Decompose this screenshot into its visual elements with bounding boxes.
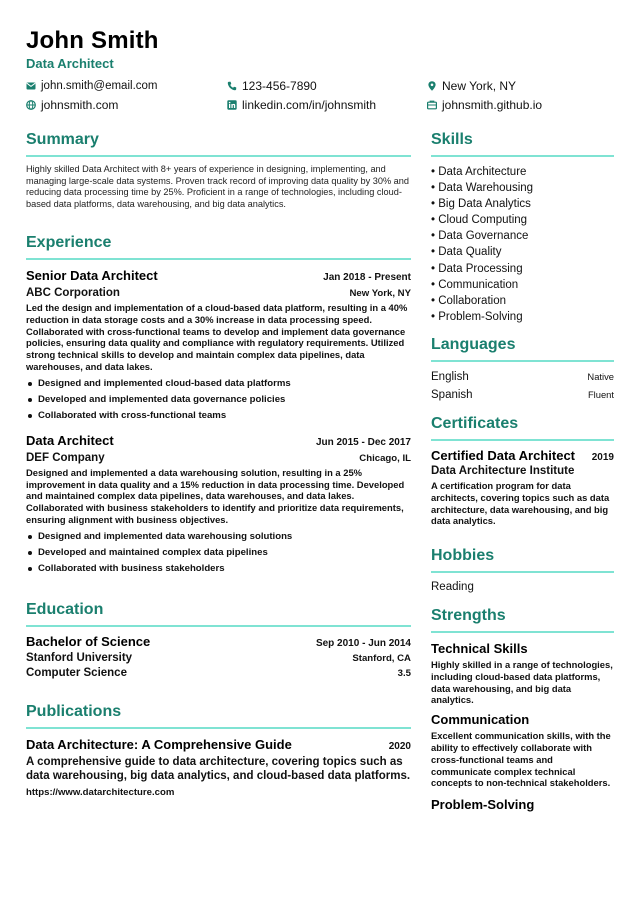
- skills-section: [431, 131, 614, 325]
- certificate-description: A certification program for data architects, covering topics such as data architecture, data warehousing, and big data analytics.: [431, 480, 610, 527]
- languages-section: [431, 336, 614, 404]
- certificate-year: 2019: [591, 452, 614, 463]
- strengths-heading: Strengths: [431, 607, 506, 624]
- contact-linkedin-text: linkedin.com/in/johnsmith: [242, 98, 377, 112]
- job-company: ABC Corporation: [26, 287, 120, 299]
- school-location: Stanford, CA: [352, 653, 411, 664]
- gpa: 3.5: [397, 668, 411, 679]
- certificate-institute: Data Architecture Institute: [431, 465, 575, 477]
- job-entry: [26, 268, 411, 424]
- strength-text: Highly skilled in a range of technologies, including cloud-based data platforms, data warehousing, and big data analytics.: [431, 659, 613, 706]
- publication-title: Data Architecture: A Comprehensive Guide: [26, 737, 292, 752]
- field-of-study: Computer Science: [26, 667, 127, 679]
- contact-phone[interactable]: [227, 79, 317, 93]
- candidate-role: Data Architect: [26, 56, 114, 71]
- summary-text: Highly skilled Data Architect with 8+ years of experience in designing, implementing, and managing large-scale data systems. Proven track record of improving data quality by 30% and reducing data processing time by 25%. Proficient in a range of technologies, including cloud-based data platforms, data warehousing, and big data analytics.: [26, 164, 410, 209]
- job-company: DEF Company: [26, 451, 105, 464]
- skills-heading: Skills: [431, 131, 473, 148]
- contact-portfolio-text: johnsmith.github.io: [442, 98, 543, 112]
- linkedin-icon: [227, 100, 237, 110]
- list-item: • Data Processing: [431, 262, 523, 275]
- language-row: [431, 386, 614, 404]
- languages-heading: Languages: [431, 336, 516, 353]
- skills-list: [431, 164, 614, 325]
- contact-linkedin[interactable]: [227, 98, 376, 112]
- hobbies-section: [431, 547, 614, 593]
- list-item: • Data Quality: [431, 246, 502, 259]
- publication-link[interactable]: https://www.datarchitecture.com: [26, 786, 175, 798]
- section-divider: [431, 439, 614, 441]
- experience-section: [26, 234, 411, 577]
- contact-portfolio[interactable]: [427, 98, 542, 112]
- job-bullets: [26, 529, 411, 577]
- list-item: Developed and implemented data governance policies: [26, 392, 411, 408]
- phone-icon: [227, 81, 237, 91]
- hobby-item: Reading: [431, 581, 474, 593]
- section-divider: [26, 727, 411, 729]
- job-dates: Jan 2018 - Present: [323, 272, 411, 283]
- list-item: • Big Data Analytics: [431, 198, 531, 211]
- list-item: • Communication: [431, 278, 519, 291]
- contact-location: [427, 79, 516, 93]
- candidate-name: John Smith: [26, 27, 159, 54]
- job-description: Designed and implemented a data warehousing solution, resulting in a 25% improvement in data quality and a 15% reduction in data processing time. Developed and maintained complex data pipelines, data warehouses, and data lakes. Collaborated with business stakeholders to identify and prioritize data requirements, ensuring alignment with business objectives.: [26, 466, 405, 525]
- contact-email[interactable]: [26, 80, 158, 92]
- section-divider: [431, 571, 614, 573]
- section-divider: [26, 625, 411, 627]
- contact-location-text: New York, NY: [442, 79, 517, 93]
- job-title: Data Architect: [26, 432, 114, 448]
- summary-heading: Summary: [26, 131, 99, 148]
- certificates-heading: Certificates: [431, 415, 519, 432]
- list-item: • Collaboration: [431, 294, 506, 307]
- strength-title: Problem-Solving: [431, 797, 535, 813]
- strength-item: [431, 641, 614, 706]
- list-item: • Problem-Solving: [431, 310, 523, 323]
- certificate-name: Certified Data Architect: [431, 448, 575, 463]
- language-level: Fluent: [587, 389, 614, 400]
- location-pin-icon: [427, 81, 437, 91]
- contact-email-text: john.smith@email.com: [41, 80, 158, 92]
- language-name: Spanish: [431, 389, 473, 401]
- section-divider: [431, 360, 614, 362]
- github-portfolio-icon: [427, 100, 437, 110]
- education-dates: Sep 2010 - Jun 2014: [315, 638, 411, 649]
- school-name: Stanford University: [26, 652, 133, 664]
- email-icon: [26, 81, 36, 91]
- list-item: Designed and implemented data warehousing solutions: [26, 529, 411, 545]
- hobbies-heading: Hobbies: [431, 547, 495, 564]
- education-section: [26, 601, 411, 679]
- section-divider: [431, 631, 614, 633]
- section-divider: [26, 258, 411, 260]
- job-bullets: [26, 376, 411, 424]
- section-divider: [26, 155, 411, 157]
- strength-text: Excellent communication skills, with the ability to effectively collaborate with cross-functional teams and communicate complex technical concepts to non-technical stakeholders.: [431, 730, 611, 789]
- list-item: • Data Warehousing: [431, 182, 534, 195]
- publications-section: [26, 703, 411, 798]
- summary-section: [26, 131, 411, 210]
- job-dates: Jun 2015 - Dec 2017: [315, 436, 411, 448]
- publication-year: 2020: [388, 741, 411, 752]
- list-item: Collaborated with cross-functional teams: [26, 408, 411, 424]
- degree: Bachelor of Science: [26, 634, 151, 649]
- certificates-section: [431, 415, 614, 527]
- job-location: Chicago, IL: [359, 452, 411, 464]
- list-item: • Data Architecture: [431, 166, 527, 178]
- job-location: New York, NY: [349, 288, 411, 299]
- publication-description: A comprehensive guide to data architecture, covering topics such as data warehousing, big data analytics, and cloud-based data platforms.: [26, 756, 411, 783]
- list-item: Collaborated with business stakeholders: [26, 561, 411, 577]
- contact-phone-text: 123-456-7890: [242, 79, 317, 93]
- section-divider: [431, 155, 614, 157]
- job-title: Senior Data Architect: [26, 268, 158, 283]
- strength-title: Technical Skills: [431, 641, 528, 656]
- publications-heading: Publications: [26, 703, 122, 720]
- list-item: Designed and implemented cloud-based data platforms: [26, 376, 411, 392]
- list-item: • Cloud Computing: [431, 214, 528, 227]
- list-item: • Data Governance: [431, 230, 529, 243]
- strength-item: [431, 797, 614, 812]
- strength-title: Communication: [431, 712, 530, 728]
- strength-item: [431, 712, 614, 789]
- contact-website[interactable]: [26, 98, 118, 112]
- language-row: [431, 368, 614, 386]
- contact-website-text: johnsmith.com: [41, 98, 119, 112]
- language-name: English: [431, 371, 469, 383]
- education-heading: Education: [26, 601, 104, 618]
- job-entry: [26, 433, 411, 577]
- experience-heading: Experience: [26, 234, 112, 251]
- strengths-section: [431, 607, 614, 812]
- contact-info: [26, 78, 616, 118]
- language-level: Native: [587, 371, 614, 382]
- globe-icon: [26, 100, 36, 110]
- job-description: Led the design and implementation of a cloud-based data platform, resulting in a 40% reduction in data storage costs and a 30% increase in data processing speed. Collaborated with cross-functional teams to develop and implement data governance policies, ensuring data quality and compliance with regulatory requirements. Utilized strong technical skills to develop and maintain complex data pipelines, data warehouses, and data lakes.: [26, 302, 408, 372]
- list-item: Developed and maintained complex data pipelines: [26, 545, 411, 561]
